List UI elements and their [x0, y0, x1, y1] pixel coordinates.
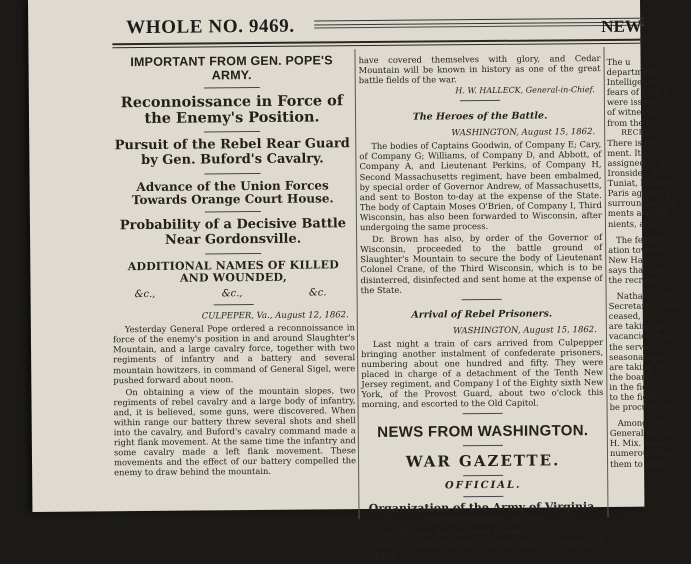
headline-pursuit: Pursuit of the Rebel Rear Guard by Gen. Buford's Cavalry.	[114, 136, 350, 169]
article-paragraph: WAR DEPARTMENT, ADJUTANT GENERAL'S OFFICE,	[362, 538, 605, 561]
subheading-recruiting: RECRUITING	[621, 127, 676, 137]
section-divider	[463, 445, 503, 446]
section-divider	[462, 299, 502, 300]
section-divider	[460, 100, 500, 101]
text-line: of witnesses	[606, 106, 660, 118]
article-paragraph: Dr. Brown has also, by order of the Governor of Wisconsin, proceeded to the battle ground of Slaughter's Mountain to secure the body of Lieutenant Colonel Crane, of the Third Wisconsin, which is to be disinterred, disinfected and sent home at the expense of the State.	[360, 232, 603, 295]
text-line: departments	[606, 66, 661, 78]
column-right-cropped	[606, 46, 690, 468]
article-paragraph: Last night a train of cars arrived from Culpepper bringing another instalment of confederate prisoners, numbering about one hundred and fifty. They were placed in charge of a detachment of the Tenth New Jersey regiment, and Company I of the Eighty sixth New York, of the Provost Guard, about two o'clock this morning, and escorted to the Old Capitol.	[361, 336, 604, 410]
text-line: ment. It is su	[607, 147, 664, 158]
text-line: Among the	[617, 417, 664, 429]
text-line: the board of	[609, 371, 662, 382]
headline-divider	[205, 173, 261, 174]
text-line: ments are effe	[607, 207, 670, 219]
text-line: ceased, his	[608, 310, 656, 322]
text-line: seasonal open	[609, 351, 670, 362]
section-divider	[463, 496, 503, 497]
text-line: General McCall,	[609, 427, 679, 439]
text-line: in the field,	[609, 381, 658, 392]
headline-advance: Advance of the Union Forces Towards Orange Court House.	[131, 177, 334, 208]
text-line: fears of high r	[606, 86, 668, 98]
section-divider	[463, 413, 503, 414]
text-line: assigned to th	[607, 157, 668, 168]
headline-official: OFFICIAL.	[444, 480, 522, 492]
text-line: H. Mix. Gene	[609, 437, 666, 449]
masthead-title-fragment: NEW	[601, 16, 642, 36]
text-line: are taking pla	[608, 320, 669, 332]
headline-probability: Probability of a Decisive Battle Near Gordonsville.	[119, 216, 347, 248]
text-line: New Hampshire	[608, 254, 678, 265]
article-paragraph: On obtaining a view of the mountain slopes, two regiments of rebel cavalry and a large body of infantry, and, it is believed, some guns, were discovered. When within range our battery threw several shots and shell into the cavalry, and Buford's cavalry command made a right flank movement. At the same time the infantry and some cavalry made a left flank movement. These movements and the effect of our battery compelled the enemy to draw behind the mountain.	[113, 384, 357, 478]
headline-reconnoissance: Reconnoissance in Force of the Enemy's Position.	[120, 92, 344, 128]
etc-line	[113, 287, 355, 300]
headline-divider	[204, 131, 260, 132]
article-paragraph: Yesterday General Pope ordered a reconnoissance in force of the enemy's position in and around Slaughter's Mountain, and a large cavalry force, together with two regiments of infantry and a battery and several mountain howitzers, in command of General Sigel, were pushed forward about noon.	[112, 322, 356, 385]
etc-3: &c.	[308, 287, 327, 299]
text-line: Nathan Sarg	[616, 290, 671, 301]
text-line: from the court	[607, 116, 669, 128]
text-line: the service a	[609, 340, 664, 352]
text-line: the recruits	[608, 274, 659, 285]
text-line: ation towards	[608, 244, 667, 255]
text-line: be procured to	[609, 401, 673, 413]
text-line: numerous frien	[609, 447, 676, 459]
masthead	[106, 3, 642, 40]
article-paragraph: The bodies of Captains Goodwin, of Company E; Cary, of Company G; Williams, of Company D, and Abbott, of Company A, and Lieutenant Perkins, of Company H, Second Massachusetts regiment, have been embalmed, by special order of Governor Andrew, of Massachusetts, and sent to Boston to-day at the expense of the State. The body of Captain Moses O'Brien, of Company I, Third Wisconsin, has also been forwarded to Wisconsin, after undergoing the same process.	[359, 139, 602, 233]
headline-arrival: Arrival of Rebel Prisoners.	[411, 308, 553, 321]
headline-killed-wounded: ADDITIONAL NAMES OF KILLED AND WOUNDED,	[127, 257, 340, 285]
dateline-heroes: WASHINGTON, August 15, 1862.	[451, 127, 596, 139]
text-line: vacancies in th	[608, 330, 673, 342]
text-line: them to offer	[610, 458, 666, 469]
text-line: Tuniat, backed	[607, 177, 671, 189]
text-line: nients, and in	[607, 217, 666, 229]
text-line: The feeling	[616, 234, 664, 245]
text-line: Ironsides. S	[607, 167, 658, 178]
general-orders: GENERAL ORDERS—No. 103.	[421, 516, 546, 527]
text-line: The u	[606, 56, 631, 67]
headline-divider	[214, 304, 254, 305]
dateline-arrival: WASHINGTON, August 15, 1862.	[453, 324, 597, 336]
article-paragraph: have covered themselves with glory, and Cedar Mountain will be known in history as one of the great battle fields of the war.	[358, 53, 601, 86]
signature-halleck: H. W. HALLECK, General-in-Chief.	[455, 85, 595, 96]
text-line: are taking pla	[609, 361, 669, 372]
headline-war-gazette: WAR GAZETTE.	[405, 451, 561, 472]
text-line: were issued fr	[606, 96, 668, 108]
headline-news-washington: NEWS FROM WASHINGTON.	[377, 422, 589, 442]
dateline-culpeper: CULPEPER, Va., August 12, 1862.	[201, 310, 349, 322]
headline-organization: Organization of the Army of Virginia.	[368, 500, 599, 516]
text-line: There is ev	[607, 137, 655, 148]
headline-divider	[205, 211, 261, 212]
headline-divider	[205, 253, 261, 254]
section-divider	[463, 475, 503, 476]
text-line: Intelligence	[606, 76, 658, 88]
headline-pope-army: IMPORTANT FROM GEN. POPE'S ARMY.	[130, 53, 333, 83]
etc-1: &c.,	[134, 289, 156, 301]
text-line: Secretary Chase	[608, 300, 679, 312]
text-line: Paris against a	[607, 187, 671, 199]
newspaper-page	[28, 0, 679, 561]
headline-heroes: The Heroes of the Battle.	[412, 110, 548, 123]
issue-number: WHOLE NO. 9469.	[126, 15, 295, 39]
etc-2: &c.,	[221, 288, 243, 300]
text-line: surrounding the	[607, 197, 677, 209]
text-line: says that the	[608, 264, 663, 275]
column-washington	[358, 47, 604, 561]
headline-divider	[204, 87, 260, 88]
column-pope-army	[110, 49, 356, 478]
masthead-rule-lower	[314, 25, 644, 29]
article-paragraph: The following has just been issued:—	[374, 526, 533, 539]
text-line: to the field,	[609, 391, 659, 402]
